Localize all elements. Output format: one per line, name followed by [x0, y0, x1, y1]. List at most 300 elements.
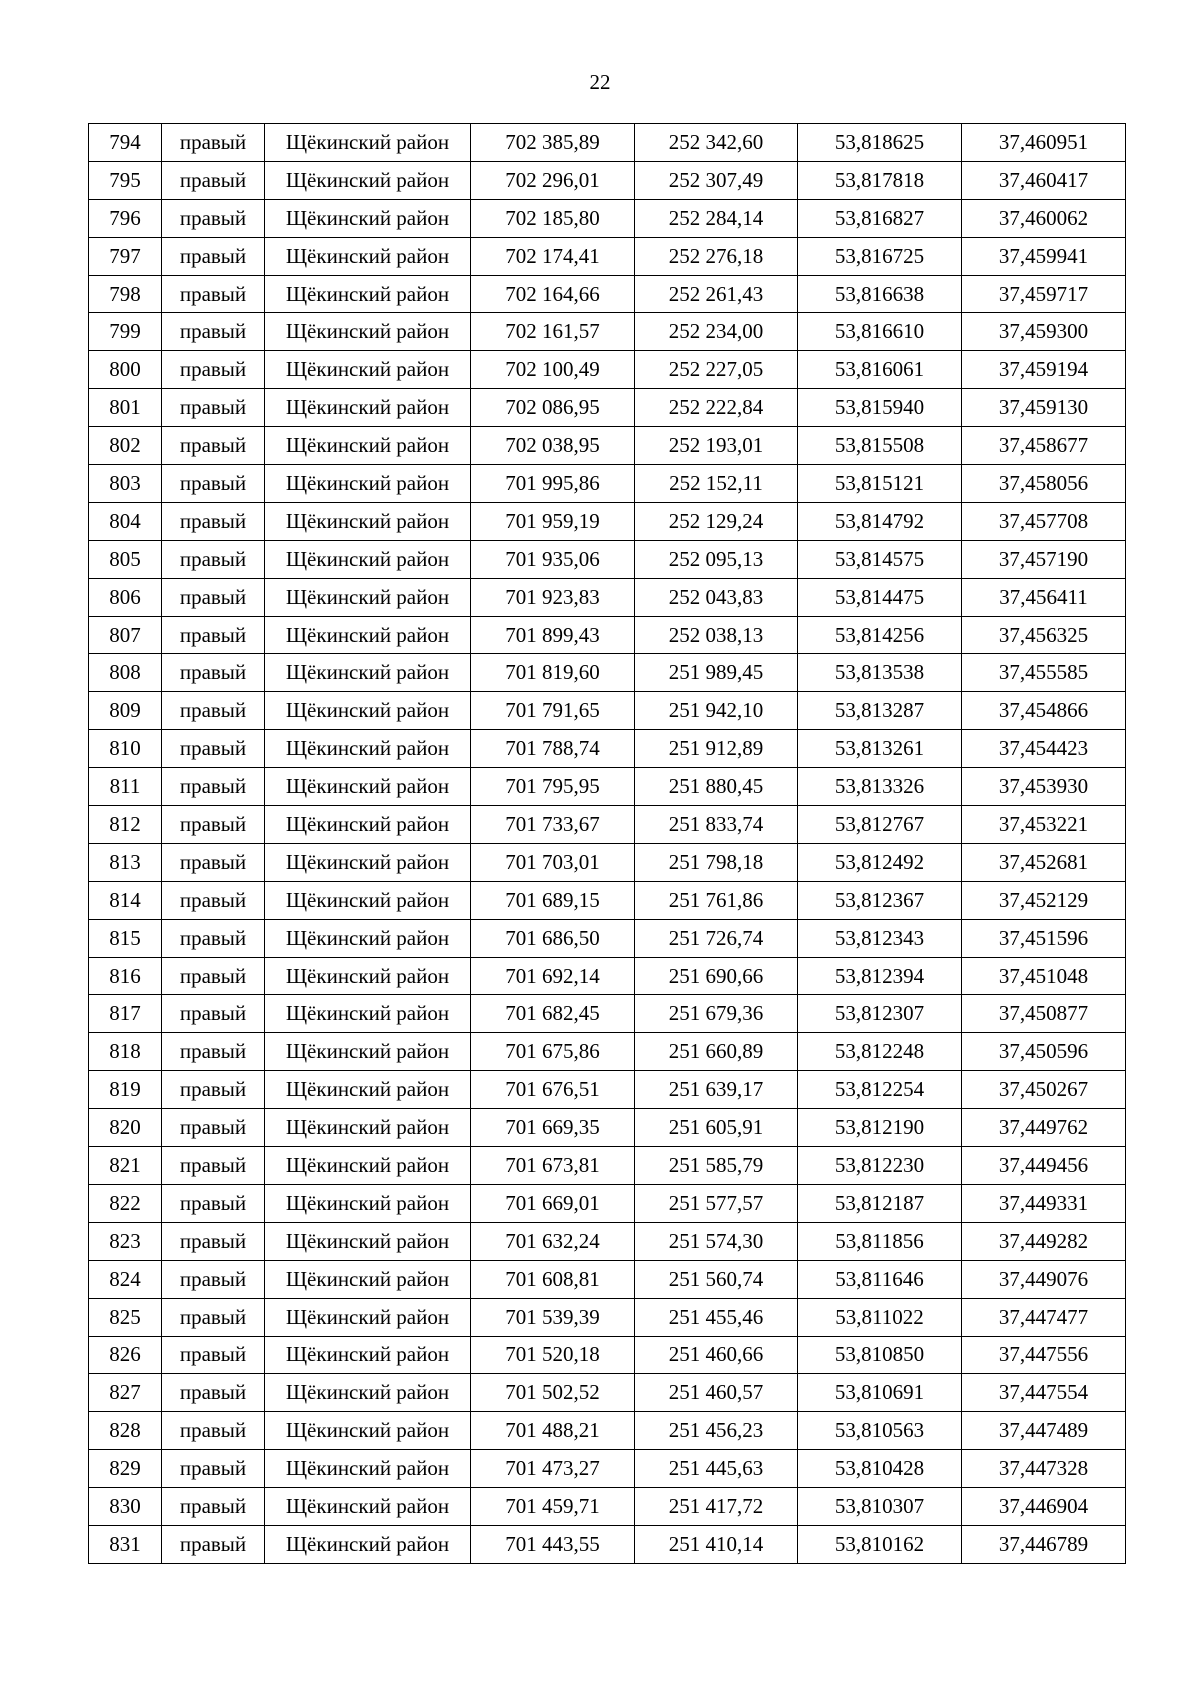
side-cell: правый — [162, 1033, 265, 1071]
side-cell: правый — [162, 616, 265, 654]
latitude-cell: 53,810307 — [798, 1488, 962, 1526]
longitude-cell: 37,447328 — [962, 1450, 1126, 1488]
side-cell: правый — [162, 1109, 265, 1147]
longitude-cell: 37,449762 — [962, 1109, 1126, 1147]
district-cell: Щёкинский район — [265, 806, 471, 844]
side-cell: правый — [162, 389, 265, 427]
latitude-cell: 53,811022 — [798, 1298, 962, 1336]
latitude-cell: 53,811856 — [798, 1222, 962, 1260]
district-cell: Щёкинский район — [265, 1147, 471, 1185]
district-cell: Щёкинский район — [265, 692, 471, 730]
y-coordinate-cell: 251 585,79 — [635, 1147, 798, 1185]
x-coordinate-cell: 701 459,71 — [471, 1488, 635, 1526]
latitude-cell: 53,812254 — [798, 1071, 962, 1109]
y-coordinate-cell: 252 234,00 — [635, 313, 798, 351]
district-cell: Щёкинский район — [265, 1222, 471, 1260]
side-cell: правый — [162, 768, 265, 806]
x-coordinate-cell: 702 174,41 — [471, 237, 635, 275]
longitude-cell: 37,457708 — [962, 502, 1126, 540]
latitude-cell: 53,810428 — [798, 1450, 962, 1488]
y-coordinate-cell: 252 129,24 — [635, 502, 798, 540]
y-coordinate-cell: 252 222,84 — [635, 389, 798, 427]
y-coordinate-cell: 251 410,14 — [635, 1525, 798, 1563]
longitude-cell: 37,451596 — [962, 919, 1126, 957]
district-cell: Щёкинский район — [265, 881, 471, 919]
side-cell: правый — [162, 502, 265, 540]
table-row — [89, 806, 1126, 844]
side-cell: правый — [162, 161, 265, 199]
latitude-cell: 53,812367 — [798, 881, 962, 919]
latitude-cell: 53,817818 — [798, 161, 962, 199]
y-coordinate-cell: 251 833,74 — [635, 806, 798, 844]
x-coordinate-cell: 701 935,06 — [471, 540, 635, 578]
district-cell: Щёкинский район — [265, 161, 471, 199]
longitude-cell: 37,459300 — [962, 313, 1126, 351]
side-cell: правый — [162, 654, 265, 692]
point-number-cell: 820 — [89, 1109, 162, 1147]
x-coordinate-cell: 701 676,51 — [471, 1071, 635, 1109]
x-coordinate-cell: 701 795,95 — [471, 768, 635, 806]
side-cell: правый — [162, 540, 265, 578]
table-row — [89, 313, 1126, 351]
table-row — [89, 275, 1126, 313]
side-cell: правый — [162, 1412, 265, 1450]
table-row — [89, 843, 1126, 881]
y-coordinate-cell: 251 560,74 — [635, 1260, 798, 1298]
district-cell: Щёкинский район — [265, 768, 471, 806]
longitude-cell: 37,447554 — [962, 1374, 1126, 1412]
x-coordinate-cell: 702 100,49 — [471, 351, 635, 389]
y-coordinate-cell: 251 679,36 — [635, 995, 798, 1033]
latitude-cell: 53,812248 — [798, 1033, 962, 1071]
latitude-cell: 53,818625 — [798, 124, 962, 162]
side-cell: правый — [162, 730, 265, 768]
district-cell: Щёкинский район — [265, 957, 471, 995]
y-coordinate-cell: 251 761,86 — [635, 881, 798, 919]
longitude-cell: 37,459130 — [962, 389, 1126, 427]
longitude-cell: 37,460417 — [962, 161, 1126, 199]
point-number-cell: 800 — [89, 351, 162, 389]
point-number-cell: 796 — [89, 199, 162, 237]
district-cell: Щёкинский район — [265, 1184, 471, 1222]
x-coordinate-cell: 701 669,01 — [471, 1184, 635, 1222]
table-row — [89, 199, 1126, 237]
point-number-cell: 798 — [89, 275, 162, 313]
point-number-cell: 795 — [89, 161, 162, 199]
point-number-cell: 811 — [89, 768, 162, 806]
longitude-cell: 37,450877 — [962, 995, 1126, 1033]
side-cell: правый — [162, 881, 265, 919]
table-row — [89, 730, 1126, 768]
point-number-cell: 815 — [89, 919, 162, 957]
table-row — [89, 1071, 1126, 1109]
latitude-cell: 53,814792 — [798, 502, 962, 540]
table-row — [89, 578, 1126, 616]
y-coordinate-cell: 251 912,89 — [635, 730, 798, 768]
table-row — [89, 1109, 1126, 1147]
table-row — [89, 540, 1126, 578]
point-number-cell: 824 — [89, 1260, 162, 1298]
table-row — [89, 351, 1126, 389]
point-number-cell: 831 — [89, 1525, 162, 1563]
table-row — [89, 237, 1126, 275]
x-coordinate-cell: 701 692,14 — [471, 957, 635, 995]
longitude-cell: 37,459717 — [962, 275, 1126, 313]
district-cell: Щёкинский район — [265, 1374, 471, 1412]
latitude-cell: 53,816610 — [798, 313, 962, 351]
x-coordinate-cell: 701 473,27 — [471, 1450, 635, 1488]
side-cell: правый — [162, 1488, 265, 1526]
longitude-cell: 37,458677 — [962, 427, 1126, 465]
x-coordinate-cell: 701 539,39 — [471, 1298, 635, 1336]
longitude-cell: 37,458056 — [962, 465, 1126, 503]
x-coordinate-cell: 701 502,52 — [471, 1374, 635, 1412]
side-cell: правый — [162, 313, 265, 351]
y-coordinate-cell: 251 577,57 — [635, 1184, 798, 1222]
longitude-cell: 37,451048 — [962, 957, 1126, 995]
longitude-cell: 37,449282 — [962, 1222, 1126, 1260]
point-number-cell: 819 — [89, 1071, 162, 1109]
longitude-cell: 37,456411 — [962, 578, 1126, 616]
point-number-cell: 830 — [89, 1488, 162, 1526]
table-row — [89, 124, 1126, 162]
x-coordinate-cell: 701 443,55 — [471, 1525, 635, 1563]
longitude-cell: 37,447556 — [962, 1336, 1126, 1374]
side-cell: правый — [162, 124, 265, 162]
y-coordinate-cell: 252 152,11 — [635, 465, 798, 503]
side-cell: правый — [162, 919, 265, 957]
longitude-cell: 37,450267 — [962, 1071, 1126, 1109]
x-coordinate-cell: 702 185,80 — [471, 199, 635, 237]
longitude-cell: 37,459194 — [962, 351, 1126, 389]
y-coordinate-cell: 251 798,18 — [635, 843, 798, 881]
side-cell: правый — [162, 1071, 265, 1109]
point-number-cell: 808 — [89, 654, 162, 692]
longitude-cell: 37,450596 — [962, 1033, 1126, 1071]
table-row — [89, 389, 1126, 427]
coordinates-table — [88, 123, 1126, 1564]
point-number-cell: 814 — [89, 881, 162, 919]
table-row — [89, 692, 1126, 730]
y-coordinate-cell: 251 445,63 — [635, 1450, 798, 1488]
point-number-cell: 829 — [89, 1450, 162, 1488]
side-cell: правый — [162, 1298, 265, 1336]
table-row — [89, 427, 1126, 465]
y-coordinate-cell: 252 276,18 — [635, 237, 798, 275]
x-coordinate-cell: 701 791,65 — [471, 692, 635, 730]
table-row — [89, 1488, 1126, 1526]
latitude-cell: 53,812492 — [798, 843, 962, 881]
district-cell: Щёкинский район — [265, 465, 471, 503]
table-row — [89, 919, 1126, 957]
longitude-cell: 37,449076 — [962, 1260, 1126, 1298]
table-row — [89, 1336, 1126, 1374]
x-coordinate-cell: 701 632,24 — [471, 1222, 635, 1260]
y-coordinate-cell: 251 460,66 — [635, 1336, 798, 1374]
side-cell: правый — [162, 199, 265, 237]
side-cell: правый — [162, 1222, 265, 1260]
x-coordinate-cell: 701 703,01 — [471, 843, 635, 881]
longitude-cell: 37,452681 — [962, 843, 1126, 881]
x-coordinate-cell: 701 923,83 — [471, 578, 635, 616]
latitude-cell: 53,813261 — [798, 730, 962, 768]
longitude-cell: 37,456325 — [962, 616, 1126, 654]
latitude-cell: 53,813287 — [798, 692, 962, 730]
point-number-cell: 794 — [89, 124, 162, 162]
district-cell: Щёкинский район — [265, 1525, 471, 1563]
x-coordinate-cell: 701 673,81 — [471, 1147, 635, 1185]
district-cell: Щёкинский район — [265, 1412, 471, 1450]
point-number-cell: 806 — [89, 578, 162, 616]
x-coordinate-cell: 702 086,95 — [471, 389, 635, 427]
district-cell: Щёкинский район — [265, 919, 471, 957]
latitude-cell: 53,816827 — [798, 199, 962, 237]
point-number-cell: 799 — [89, 313, 162, 351]
table-row — [89, 995, 1126, 1033]
latitude-cell: 53,815940 — [798, 389, 962, 427]
latitude-cell: 53,816638 — [798, 275, 962, 313]
point-number-cell: 822 — [89, 1184, 162, 1222]
district-cell: Щёкинский район — [265, 502, 471, 540]
longitude-cell: 37,449456 — [962, 1147, 1126, 1185]
y-coordinate-cell: 252 095,13 — [635, 540, 798, 578]
side-cell: правый — [162, 995, 265, 1033]
side-cell: правый — [162, 1450, 265, 1488]
side-cell: правый — [162, 1260, 265, 1298]
longitude-cell: 37,452129 — [962, 881, 1126, 919]
table-row — [89, 502, 1126, 540]
table-row — [89, 1450, 1126, 1488]
latitude-cell: 53,810162 — [798, 1525, 962, 1563]
y-coordinate-cell: 252 038,13 — [635, 616, 798, 654]
y-coordinate-cell: 252 193,01 — [635, 427, 798, 465]
point-number-cell: 825 — [89, 1298, 162, 1336]
point-number-cell: 826 — [89, 1336, 162, 1374]
x-coordinate-cell: 702 038,95 — [471, 427, 635, 465]
point-number-cell: 812 — [89, 806, 162, 844]
district-cell: Щёкинский район — [265, 1336, 471, 1374]
district-cell: Щёкинский район — [265, 1109, 471, 1147]
district-cell: Щёкинский район — [265, 1298, 471, 1336]
y-coordinate-cell: 252 284,14 — [635, 199, 798, 237]
table-row — [89, 1260, 1126, 1298]
table-row — [89, 1184, 1126, 1222]
longitude-cell: 37,460062 — [962, 199, 1126, 237]
table-row — [89, 1033, 1126, 1071]
x-coordinate-cell: 702 385,89 — [471, 124, 635, 162]
longitude-cell: 37,446789 — [962, 1525, 1126, 1563]
x-coordinate-cell: 701 488,21 — [471, 1412, 635, 1450]
side-cell: правый — [162, 351, 265, 389]
point-number-cell: 805 — [89, 540, 162, 578]
district-cell: Щёкинский район — [265, 275, 471, 313]
y-coordinate-cell: 251 989,45 — [635, 654, 798, 692]
side-cell: правый — [162, 1147, 265, 1185]
y-coordinate-cell: 251 460,57 — [635, 1374, 798, 1412]
longitude-cell: 37,459941 — [962, 237, 1126, 275]
point-number-cell: 809 — [89, 692, 162, 730]
longitude-cell: 37,454423 — [962, 730, 1126, 768]
district-cell: Щёкинский район — [265, 843, 471, 881]
x-coordinate-cell: 702 296,01 — [471, 161, 635, 199]
y-coordinate-cell: 252 261,43 — [635, 275, 798, 313]
page-number: 22 — [589, 70, 611, 94]
point-number-cell: 828 — [89, 1412, 162, 1450]
district-cell: Щёкинский район — [265, 1260, 471, 1298]
side-cell: правый — [162, 692, 265, 730]
latitude-cell: 53,814256 — [798, 616, 962, 654]
x-coordinate-cell: 702 164,66 — [471, 275, 635, 313]
side-cell: правый — [162, 957, 265, 995]
point-number-cell: 817 — [89, 995, 162, 1033]
side-cell: правый — [162, 1374, 265, 1412]
table-row — [89, 881, 1126, 919]
latitude-cell: 53,811646 — [798, 1260, 962, 1298]
district-cell: Щёкинский район — [265, 540, 471, 578]
table-row — [89, 1525, 1126, 1563]
y-coordinate-cell: 251 942,10 — [635, 692, 798, 730]
table-row — [89, 161, 1126, 199]
table-row — [89, 1374, 1126, 1412]
table-row — [89, 465, 1126, 503]
point-number-cell: 802 — [89, 427, 162, 465]
point-number-cell: 803 — [89, 465, 162, 503]
latitude-cell: 53,812343 — [798, 919, 962, 957]
side-cell: правый — [162, 806, 265, 844]
district-cell: Щёкинский район — [265, 578, 471, 616]
x-coordinate-cell: 701 819,60 — [471, 654, 635, 692]
latitude-cell: 53,810850 — [798, 1336, 962, 1374]
side-cell: правый — [162, 1525, 265, 1563]
point-number-cell: 797 — [89, 237, 162, 275]
latitude-cell: 53,810563 — [798, 1412, 962, 1450]
x-coordinate-cell: 701 686,50 — [471, 919, 635, 957]
y-coordinate-cell: 252 043,83 — [635, 578, 798, 616]
point-number-cell: 810 — [89, 730, 162, 768]
latitude-cell: 53,812190 — [798, 1109, 962, 1147]
side-cell: правый — [162, 1336, 265, 1374]
x-coordinate-cell: 701 995,86 — [471, 465, 635, 503]
x-coordinate-cell: 701 682,45 — [471, 995, 635, 1033]
x-coordinate-cell: 702 161,57 — [471, 313, 635, 351]
longitude-cell: 37,446904 — [962, 1488, 1126, 1526]
y-coordinate-cell: 251 456,23 — [635, 1412, 798, 1450]
x-coordinate-cell: 701 788,74 — [471, 730, 635, 768]
y-coordinate-cell: 251 639,17 — [635, 1071, 798, 1109]
latitude-cell: 53,816061 — [798, 351, 962, 389]
point-number-cell: 816 — [89, 957, 162, 995]
latitude-cell: 53,814575 — [798, 540, 962, 578]
point-number-cell: 801 — [89, 389, 162, 427]
y-coordinate-cell: 251 880,45 — [635, 768, 798, 806]
side-cell: правый — [162, 275, 265, 313]
longitude-cell: 37,454866 — [962, 692, 1126, 730]
table-row — [89, 957, 1126, 995]
point-number-cell: 823 — [89, 1222, 162, 1260]
y-coordinate-cell: 252 307,49 — [635, 161, 798, 199]
table-row — [89, 768, 1126, 806]
y-coordinate-cell: 251 660,89 — [635, 1033, 798, 1071]
point-number-cell: 807 — [89, 616, 162, 654]
side-cell: правый — [162, 465, 265, 503]
side-cell: правый — [162, 427, 265, 465]
district-cell: Щёкинский район — [265, 730, 471, 768]
district-cell: Щёкинский район — [265, 199, 471, 237]
district-cell: Щёкинский район — [265, 1071, 471, 1109]
district-cell: Щёкинский район — [265, 351, 471, 389]
longitude-cell: 37,453221 — [962, 806, 1126, 844]
district-cell: Щёкинский район — [265, 237, 471, 275]
x-coordinate-cell: 701 675,86 — [471, 1033, 635, 1071]
y-coordinate-cell: 251 605,91 — [635, 1109, 798, 1147]
district-cell: Щёкинский район — [265, 1450, 471, 1488]
table-row — [89, 1298, 1126, 1336]
latitude-cell: 53,812230 — [798, 1147, 962, 1185]
district-cell: Щёкинский район — [265, 1033, 471, 1071]
district-cell: Щёкинский район — [265, 995, 471, 1033]
latitude-cell: 53,812307 — [798, 995, 962, 1033]
side-cell: правый — [162, 1184, 265, 1222]
x-coordinate-cell: 701 959,19 — [471, 502, 635, 540]
point-number-cell: 804 — [89, 502, 162, 540]
table-row — [89, 1412, 1126, 1450]
latitude-cell: 53,813538 — [798, 654, 962, 692]
point-number-cell: 813 — [89, 843, 162, 881]
point-number-cell: 821 — [89, 1147, 162, 1185]
x-coordinate-cell: 701 733,67 — [471, 806, 635, 844]
x-coordinate-cell: 701 520,18 — [471, 1336, 635, 1374]
district-cell: Щёкинский район — [265, 616, 471, 654]
district-cell: Щёкинский район — [265, 1488, 471, 1526]
latitude-cell: 53,812767 — [798, 806, 962, 844]
table-row — [89, 616, 1126, 654]
longitude-cell: 37,449331 — [962, 1184, 1126, 1222]
x-coordinate-cell: 701 689,15 — [471, 881, 635, 919]
longitude-cell: 37,447477 — [962, 1298, 1126, 1336]
latitude-cell: 53,816725 — [798, 237, 962, 275]
x-coordinate-cell: 701 669,35 — [471, 1109, 635, 1147]
side-cell: правый — [162, 843, 265, 881]
y-coordinate-cell: 251 690,66 — [635, 957, 798, 995]
longitude-cell: 37,457190 — [962, 540, 1126, 578]
y-coordinate-cell: 251 574,30 — [635, 1222, 798, 1260]
longitude-cell: 37,447489 — [962, 1412, 1126, 1450]
latitude-cell: 53,810691 — [798, 1374, 962, 1412]
latitude-cell: 53,815121 — [798, 465, 962, 503]
y-coordinate-cell: 251 417,72 — [635, 1488, 798, 1526]
latitude-cell: 53,813326 — [798, 768, 962, 806]
point-number-cell: 818 — [89, 1033, 162, 1071]
side-cell: правый — [162, 578, 265, 616]
side-cell: правый — [162, 237, 265, 275]
district-cell: Щёкинский район — [265, 124, 471, 162]
longitude-cell: 37,453930 — [962, 768, 1126, 806]
latitude-cell: 53,812187 — [798, 1184, 962, 1222]
x-coordinate-cell: 701 608,81 — [471, 1260, 635, 1298]
y-coordinate-cell: 252 342,60 — [635, 124, 798, 162]
point-number-cell: 827 — [89, 1374, 162, 1412]
longitude-cell: 37,455585 — [962, 654, 1126, 692]
district-cell: Щёкинский район — [265, 389, 471, 427]
table-row — [89, 1222, 1126, 1260]
latitude-cell: 53,814475 — [798, 578, 962, 616]
district-cell: Щёкинский район — [265, 313, 471, 351]
y-coordinate-cell: 251 455,46 — [635, 1298, 798, 1336]
district-cell: Щёкинский район — [265, 654, 471, 692]
y-coordinate-cell: 252 227,05 — [635, 351, 798, 389]
latitude-cell: 53,815508 — [798, 427, 962, 465]
table-row — [89, 1147, 1126, 1185]
